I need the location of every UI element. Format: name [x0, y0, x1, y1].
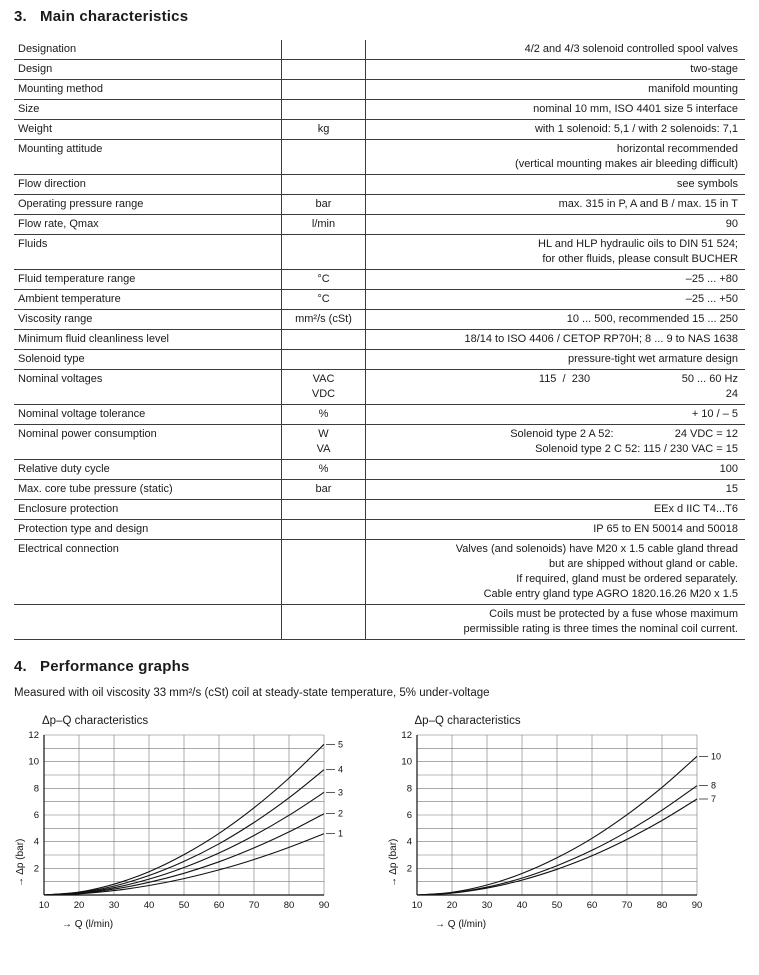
row-label — [14, 350, 281, 369]
row-label — [14, 60, 281, 79]
row-unit — [281, 310, 366, 329]
x-tick-label: 40 — [516, 900, 527, 911]
row-value — [366, 40, 745, 59]
row-label-line: Mounting attitude — [18, 143, 103, 155]
row-label-line: Minimum fluid cleanliness level — [18, 333, 170, 345]
row-unit — [281, 100, 366, 119]
row-value-line: horizontal recommended — [616, 143, 738, 155]
row-value-line: with 1 solenoid: 5,1 / with 2 solenoids: 7,1 — [534, 123, 738, 135]
x-tick-label: 70 — [248, 900, 260, 911]
x-tick-label: 70 — [621, 900, 632, 911]
chart-plot — [14, 729, 373, 946]
row-value-line: HL and HLP hydraulic oils to DIN 51 524; — [538, 238, 738, 250]
row-value-line: 18/14 to ISO 4406 / CETOP RP70H; 8 ... 9 to NAS 1638 — [464, 333, 738, 345]
row-value — [366, 520, 745, 539]
row-unit — [281, 120, 366, 139]
perf-chart-svg — [387, 729, 739, 941]
table-row — [14, 500, 745, 520]
row-value-line: nominal 10 mm, ISO 4401 size 5 interface — [533, 103, 738, 115]
row-unit — [281, 605, 366, 639]
row-unit — [281, 370, 366, 404]
row-value-line: 24 — [725, 388, 738, 400]
row-unit — [281, 80, 366, 99]
table-row — [14, 520, 745, 540]
table-row — [14, 60, 745, 80]
row-unit — [281, 460, 366, 479]
row-unit — [281, 290, 366, 309]
x-tick-label: 90 — [318, 900, 330, 911]
curve-label: 4 — [338, 764, 344, 775]
curve-label: 3 — [338, 787, 344, 798]
x-tick-label: 40 — [143, 900, 155, 911]
row-value-line: IP 65 to EN 50014 and 50018 — [593, 523, 738, 535]
row-label-line: Weight — [18, 123, 53, 135]
table-row — [14, 40, 745, 60]
row-value — [366, 605, 745, 639]
x-tick-label: 10 — [411, 900, 422, 911]
row-unit-line: % — [318, 408, 329, 420]
table-row — [14, 405, 745, 425]
row-label — [14, 520, 281, 539]
x-tick-label: 50 — [551, 900, 562, 911]
row-label — [14, 215, 281, 234]
table-row — [14, 310, 745, 330]
row-label — [14, 605, 281, 639]
x-tick-label: 20 — [73, 900, 85, 911]
row-label — [14, 120, 281, 139]
row-value — [366, 370, 745, 404]
table-row — [14, 290, 745, 310]
row-value — [366, 480, 745, 499]
row-value — [366, 540, 745, 604]
row-unit — [281, 175, 366, 194]
table-row — [14, 235, 745, 270]
row-value — [366, 80, 745, 99]
y-tick-label: 10 — [28, 756, 39, 768]
table-row — [14, 100, 745, 120]
row-unit — [281, 480, 366, 499]
row-value — [366, 460, 745, 479]
row-value — [366, 425, 745, 459]
row-label-line: Nominal voltages — [18, 373, 103, 385]
row-label — [14, 80, 281, 99]
row-value-line: Coils must be protected by a fuse whose maximum — [489, 608, 738, 620]
row-value — [366, 310, 745, 329]
curve-label: 8 — [710, 780, 716, 791]
curve-label: 1 — [338, 828, 344, 839]
measurement-note: Measured with oil viscosity 33 mm²/s (cSt) coil at steady-state temperature, 5% under-voltage — [14, 687, 490, 699]
row-label — [14, 370, 281, 404]
row-value-line: –25 ... +50 — [685, 293, 738, 305]
row-label-line: Relative duty cycle — [18, 463, 110, 475]
row-value-line: Valves (and solenoids) have M20 x 1.5 cable gland thread — [455, 543, 738, 555]
table-row — [14, 215, 745, 235]
row-label — [14, 405, 281, 424]
table-row — [14, 270, 745, 290]
x-tick-label: 80 — [283, 900, 295, 911]
x-tick-label: 60 — [213, 900, 225, 911]
row-label — [14, 40, 281, 59]
row-label-line: Electrical connection — [18, 543, 119, 555]
section-3-title: 3. Main characteristics — [14, 8, 189, 25]
row-label — [14, 425, 281, 459]
row-label — [14, 270, 281, 289]
row-label-line: Design — [18, 63, 53, 75]
row-value-line: for other fluids, please consult BUCHER — [542, 253, 738, 265]
table-row — [14, 175, 745, 195]
y-tick-label: 4 — [33, 836, 39, 848]
row-label — [14, 175, 281, 194]
x-tick-label: 60 — [586, 900, 597, 911]
row-label — [14, 195, 281, 214]
row-value-line: EEx d IIC T4...T6 — [653, 503, 738, 515]
y-tick-label: 10 — [400, 756, 412, 768]
row-unit — [281, 500, 366, 519]
row-unit-line: W — [318, 428, 329, 440]
row-label-line: Max. core tube pressure (static) — [18, 483, 173, 495]
row-label-line: Fluids — [18, 238, 48, 250]
row-value-line: 15 — [725, 483, 738, 495]
row-unit-line: VA — [316, 443, 331, 455]
x-tick-label: 10 — [38, 900, 50, 911]
section-4-title: 4. Performance graphs — [14, 658, 190, 675]
chart-plot — [387, 729, 746, 946]
y-axis-label: → Δp (bar) — [387, 838, 399, 887]
row-value-line: 115 / 230 50 ... 60 Hz — [538, 373, 738, 385]
x-tick-label: 30 — [108, 900, 120, 911]
curve-label: 2 — [338, 808, 344, 819]
y-tick-label: 2 — [406, 863, 412, 875]
row-value — [366, 60, 745, 79]
row-value-line: If required, gland must be ordered separately. — [516, 573, 738, 585]
row-label — [14, 290, 281, 309]
x-tick-label: 30 — [481, 900, 492, 911]
row-unit — [281, 330, 366, 349]
row-value — [366, 405, 745, 424]
row-value-line: (vertical mounting makes air bleeding difficult) — [515, 158, 738, 170]
row-value — [366, 100, 745, 119]
row-value-line: pressure-tight wet armature design — [568, 353, 738, 365]
row-unit-line: kg — [317, 123, 330, 135]
table-row — [14, 540, 745, 605]
row-unit — [281, 520, 366, 539]
chart-title: Δp–Q characteristics — [414, 715, 521, 727]
row-value — [366, 175, 745, 194]
row-value — [366, 270, 745, 289]
row-value — [366, 120, 745, 139]
row-unit — [281, 405, 366, 424]
row-value-line: 90 — [725, 218, 738, 230]
row-unit-line: mm²/s (cSt) — [295, 313, 352, 325]
perf-chart-svg — [14, 729, 366, 941]
row-unit — [281, 140, 366, 174]
y-tick-label: 8 — [33, 783, 39, 795]
table-row — [14, 605, 745, 640]
row-value-line: Cable entry gland type AGRO 1820.16.26 M20 x 1.5 — [483, 588, 738, 600]
row-value-line: see symbols — [676, 178, 738, 190]
row-unit — [281, 270, 366, 289]
row-unit-line: bar — [315, 198, 332, 210]
row-label-line: Designation — [18, 43, 77, 55]
row-value — [366, 140, 745, 174]
row-value — [366, 350, 745, 369]
row-label-line: Ambient temperature — [18, 293, 121, 305]
main-characteristics-table — [14, 40, 745, 640]
y-tick-label: 4 — [406, 836, 412, 848]
x-tick-label: 90 — [691, 900, 702, 911]
table-row — [14, 195, 745, 215]
row-value-line: max. 315 in P, A and B / max. 15 in T — [558, 198, 738, 210]
row-value — [366, 500, 745, 519]
row-label — [14, 310, 281, 329]
row-value-line: manifold mounting — [648, 83, 738, 95]
row-label-line: Protection type and design — [18, 523, 149, 535]
table-row — [14, 370, 745, 405]
row-unit — [281, 215, 366, 234]
row-unit-line: °C — [317, 273, 330, 285]
row-unit — [281, 540, 366, 604]
table-row — [14, 350, 745, 370]
y-tick-label: 12 — [400, 730, 412, 741]
row-label — [14, 540, 281, 604]
row-label-line: Nominal power consumption — [18, 428, 157, 440]
curve-label: 7 — [710, 794, 716, 804]
row-value — [366, 330, 745, 349]
row-label-line: Solenoid type — [18, 353, 85, 365]
y-tick-label: 8 — [406, 783, 412, 795]
row-value-line: but are shipped without gland or cable. — [549, 558, 738, 570]
row-value-line: –25 ... +80 — [685, 273, 738, 285]
table-row — [14, 140, 745, 175]
table-row — [14, 425, 745, 460]
row-label-line: Flow rate, Qmax — [18, 218, 99, 230]
row-unit — [281, 425, 366, 459]
row-value-line: permissible rating is three times the nominal coil current. — [463, 623, 738, 635]
row-label-line: Operating pressure range — [18, 198, 144, 210]
x-tick-label: 50 — [178, 900, 190, 911]
row-unit-line: VDC — [311, 388, 336, 400]
row-label — [14, 460, 281, 479]
row-value — [366, 195, 745, 214]
row-unit — [281, 40, 366, 59]
x-axis-label: → Q (l/min) — [434, 919, 486, 930]
table-row — [14, 120, 745, 140]
row-label-line: Enclosure protection — [18, 503, 119, 515]
row-label — [14, 500, 281, 519]
row-label — [14, 140, 281, 174]
table-row — [14, 330, 745, 350]
row-unit-line: % — [318, 463, 329, 475]
x-axis-label: → Q (l/min) — [62, 919, 114, 930]
row-unit — [281, 350, 366, 369]
row-label-line: Flow direction — [18, 178, 86, 190]
row-unit-line: bar — [315, 483, 332, 495]
row-value — [366, 290, 745, 309]
row-value-line: 100 — [719, 463, 738, 475]
row-label-line: Size — [18, 103, 40, 115]
row-unit — [281, 235, 366, 269]
row-unit-line: °C — [317, 293, 330, 305]
row-value-line: 4/2 and 4/3 solenoid controlled spool valves — [524, 43, 738, 55]
row-label — [14, 480, 281, 499]
row-label — [14, 100, 281, 119]
x-tick-label: 20 — [446, 900, 457, 911]
y-tick-label: 6 — [33, 810, 39, 821]
x-tick-label: 80 — [656, 900, 667, 911]
y-axis-label: → Δp (bar) — [15, 838, 26, 887]
row-value-line: + 10 / – 5 — [691, 408, 738, 420]
row-unit — [281, 60, 366, 79]
performance-charts — [14, 715, 745, 946]
row-label-line: Mounting method — [18, 83, 103, 95]
table-row — [14, 460, 745, 480]
row-value-line: two-stage — [690, 63, 738, 75]
row-label — [14, 235, 281, 269]
y-tick-label: 12 — [28, 730, 39, 741]
row-value-line: Solenoid type 2 A 52: 24 VDC = 12 — [510, 428, 738, 440]
curve-label: 10 — [710, 751, 721, 762]
table-row — [14, 80, 745, 100]
row-value-line: 10 ... 500, recommended 15 ... 250 — [566, 313, 738, 325]
row-label — [14, 330, 281, 349]
perf-chart-0 — [14, 715, 373, 946]
row-label-line: Fluid temperature range — [18, 273, 136, 285]
curve-label: 5 — [338, 739, 344, 750]
chart-title: Δp–Q characteristics — [42, 715, 149, 727]
row-unit-line: l/min — [311, 218, 336, 230]
y-tick-label: 6 — [406, 810, 412, 821]
row-value — [366, 215, 745, 234]
perf-chart-1 — [387, 715, 746, 946]
table-row — [14, 480, 745, 500]
row-value-line: Solenoid type 2 C 52: 115 / 230 VAC = 15 — [535, 443, 738, 455]
y-tick-label: 2 — [33, 863, 39, 875]
row-label-line: Viscosity range — [18, 313, 93, 325]
row-label-line: Nominal voltage tolerance — [18, 408, 146, 420]
row-unit — [281, 195, 366, 214]
row-value — [366, 235, 745, 269]
row-unit-line: VAC — [312, 373, 335, 385]
